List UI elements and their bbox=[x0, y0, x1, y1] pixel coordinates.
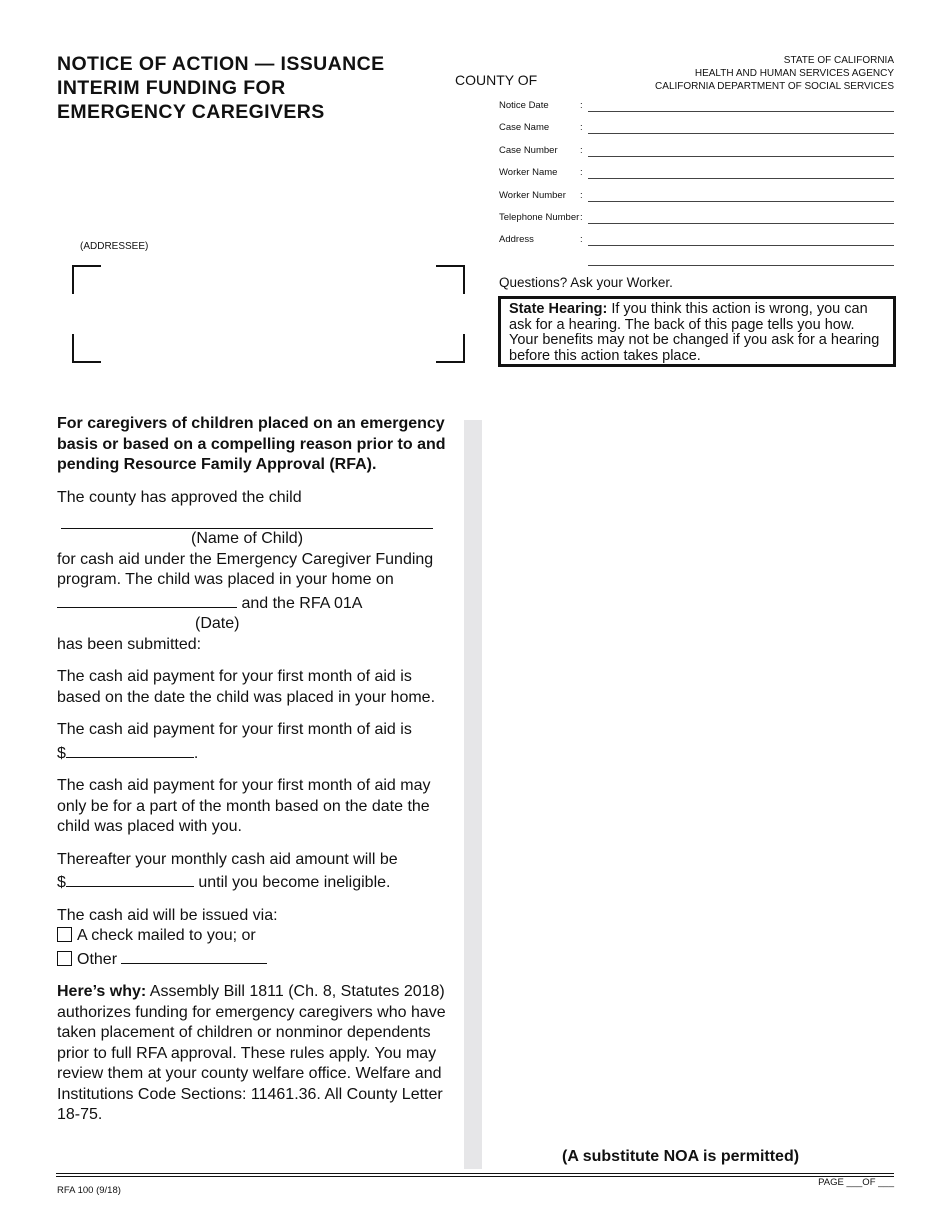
other-option-line[interactable] bbox=[121, 947, 267, 964]
check-option-checkbox[interactable] bbox=[57, 927, 72, 942]
issuance-paragraph bbox=[57, 906, 452, 971]
why-paragraph bbox=[57, 982, 452, 1126]
field-value-line[interactable] bbox=[588, 201, 894, 202]
field-colon: : bbox=[580, 122, 583, 134]
thereafter-text: Thereafter your monthly cash aid amount will be bbox=[57, 850, 398, 868]
field-label: Worker Name bbox=[499, 167, 558, 179]
field-colon: : bbox=[580, 167, 583, 179]
first-month-paragraph: The cash aid payment for your first month of aid is based on the date the child was placed in your home. bbox=[57, 668, 436, 706]
field-colon: : bbox=[580, 211, 583, 223]
field-value-line[interactable] bbox=[588, 245, 894, 246]
field-value-line[interactable] bbox=[588, 111, 894, 112]
page-number: PAGE ___OF ___ bbox=[818, 1177, 894, 1188]
other-option-checkbox[interactable] bbox=[57, 951, 72, 966]
title-line-2: INTERIM FUNDING FOR bbox=[57, 77, 286, 99]
footer-rule bbox=[56, 1173, 894, 1174]
rfa-text: and the RFA 01A bbox=[241, 594, 363, 612]
window-corner-top-right bbox=[436, 265, 465, 294]
placement-date-line[interactable] bbox=[57, 591, 237, 608]
field-colon: : bbox=[580, 100, 583, 111]
date-caption: (Date) bbox=[195, 615, 240, 632]
why-text: Assembly Bill 1811 (Ch. 8, Statutes 2018) authorizes funding for emergency caregivers who have taken placement of children or nonminor dependents prior to full RFA approval. These rules apply. You may review them at your county welfare office. Welfare and Institutions Code Sections: 11461.36. All County Letter 18-75. bbox=[57, 983, 446, 1123]
state-hearing-box bbox=[498, 296, 896, 367]
state-hearing-text: If you think this action is wrong, you can ask for a hearing. The back of this page tells you how. Your benefits may not be changed if you ask for a hearing before this action takes place. bbox=[509, 301, 880, 364]
agency-line-2: HEALTH AND HUMAN SERVICES AGENCY bbox=[694, 68, 894, 79]
submitted-text: has been submitted: bbox=[57, 635, 202, 653]
cash-aid-text: for cash aid under the Emergency Caregiver Funding program. The child was placed in your home on bbox=[57, 550, 434, 588]
field-label: Address bbox=[499, 234, 534, 246]
child-name-caption: (Name of Child) bbox=[190, 530, 304, 547]
state-hearing-heading: State Hearing: bbox=[509, 301, 608, 317]
agency-line-3: CALIFORNIA DEPARTMENT OF SOCIAL SERVICES bbox=[655, 81, 894, 92]
notice-body bbox=[57, 414, 452, 1138]
form-number: RFA 100 (9/18) bbox=[57, 1185, 121, 1196]
field-value-line[interactable] bbox=[588, 133, 894, 134]
until-text: until you become ineligible. bbox=[198, 874, 391, 891]
first-month-amount-paragraph bbox=[57, 720, 452, 764]
monthly-amount-line[interactable] bbox=[66, 870, 194, 887]
approval-paragraph bbox=[57, 488, 452, 656]
agency-line-1: STATE OF CALIFORNIA bbox=[783, 55, 894, 66]
window-corner-bottom-left bbox=[72, 334, 101, 363]
field-label: Worker Number bbox=[499, 189, 566, 201]
address-second-line[interactable] bbox=[588, 265, 894, 266]
field-label: Telephone Number bbox=[499, 211, 580, 223]
why-heading: Here’s why: bbox=[57, 983, 147, 1000]
field-address[interactable] bbox=[499, 232, 894, 254]
check-option-label: A check mailed to you; or bbox=[77, 927, 256, 944]
approved-text: The county has approved the child bbox=[57, 488, 302, 506]
field-colon: : bbox=[580, 144, 583, 156]
issued-via-text: The cash aid will be issued via: bbox=[57, 906, 278, 924]
footer-rule-thin bbox=[56, 1176, 894, 1177]
field-colon: : bbox=[580, 189, 583, 201]
questions-text: Questions? Ask your Worker. bbox=[499, 275, 673, 290]
field-value-line[interactable] bbox=[588, 178, 894, 179]
period: . bbox=[193, 744, 199, 762]
title-line-3: EMERGENCY CAREGIVERS bbox=[57, 101, 325, 123]
first-month-amount-text: The cash aid payment for your first month of aid is bbox=[57, 721, 412, 738]
field-worker-name[interactable] bbox=[499, 165, 894, 187]
dollar-sign: $ bbox=[57, 874, 66, 891]
county-label: COUNTY OF bbox=[455, 72, 538, 88]
field-value-line[interactable] bbox=[588, 223, 894, 224]
substitute-note: (A substitute NOA is permitted) bbox=[562, 1148, 800, 1165]
case-info-fields bbox=[499, 98, 894, 255]
field-case-number[interactable] bbox=[499, 143, 894, 165]
notice-title bbox=[57, 52, 427, 124]
field-colon: : bbox=[580, 234, 583, 246]
first-month-amount-line[interactable] bbox=[66, 741, 194, 758]
addressee-label: (ADDRESSEE) bbox=[80, 241, 149, 252]
field-case-name[interactable] bbox=[499, 120, 894, 142]
field-value-line[interactable] bbox=[588, 156, 894, 157]
other-option-label: Other bbox=[77, 950, 118, 968]
dollar-sign: $ bbox=[57, 744, 66, 762]
field-notice-date[interactable] bbox=[499, 98, 894, 120]
partial-month-paragraph: The cash aid payment for your first month of aid may only be for a part of the month based on the date the child was placed with you. bbox=[57, 777, 431, 835]
field-worker-number[interactable] bbox=[499, 188, 894, 210]
title-line-1: NOTICE OF ACTION — ISSUANCE bbox=[57, 53, 385, 75]
field-label: Case Name bbox=[499, 122, 550, 134]
window-corner-top-left bbox=[72, 265, 101, 294]
monthly-amount-paragraph bbox=[57, 850, 452, 894]
field-label: Case Number bbox=[499, 144, 558, 156]
field-label: Notice Date bbox=[499, 100, 549, 111]
window-corner-bottom-right bbox=[436, 334, 465, 363]
lead-paragraph: For caregivers of children placed on an emergency basis or based on a compelling reason prior to and pending Resource Family Approval (RFA). bbox=[57, 415, 446, 473]
field-telephone-number[interactable] bbox=[499, 210, 894, 232]
side-shade-bar bbox=[464, 420, 482, 1169]
agency-block bbox=[655, 54, 894, 93]
